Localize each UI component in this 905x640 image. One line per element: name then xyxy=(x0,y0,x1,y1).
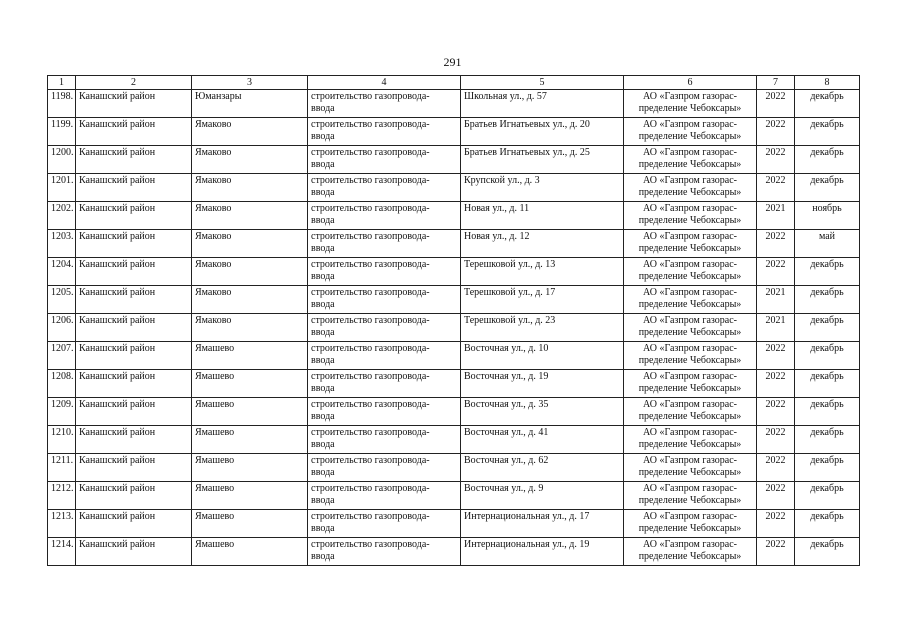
work-type-line-1: строительство газопровода- xyxy=(311,203,430,214)
address-cell: Восточная ул., д. 35 xyxy=(461,398,624,426)
year-cell: 2022 xyxy=(757,258,795,286)
column-header: 1 xyxy=(48,76,76,90)
work-type-line-2: ввода xyxy=(311,215,335,226)
organization-line-2: пределение Чебоксары» xyxy=(638,467,742,478)
table-row xyxy=(48,482,860,510)
organization-line-2: пределение Чебоксары» xyxy=(638,243,742,254)
organization-line-2: пределение Чебоксары» xyxy=(638,327,742,338)
work-type-line-1: строительство газопровода- xyxy=(311,119,430,130)
work-type-line-2: ввода xyxy=(311,467,335,478)
district-cell: Канашский район xyxy=(76,90,192,118)
district-cell: Канашский район xyxy=(76,538,192,566)
month-cell: декабрь xyxy=(795,258,860,286)
row-number: 1213. xyxy=(48,510,76,538)
address-cell: Терешковой ул., д. 17 xyxy=(461,286,624,314)
work-type-line-2: ввода xyxy=(311,187,335,198)
month-cell: декабрь xyxy=(795,370,860,398)
address-cell: Новая ул., д. 11 xyxy=(461,202,624,230)
settlement-cell: Ямаково xyxy=(192,286,308,314)
district-cell: Канашский район xyxy=(76,510,192,538)
address-cell: Восточная ул., д. 41 xyxy=(461,426,624,454)
organization-line-1: АО «Газпром газорас- xyxy=(643,119,737,130)
organization-line-2: пределение Чебоксары» xyxy=(638,187,742,198)
work-type-line-1: строительство газопровода- xyxy=(311,287,430,298)
month-cell: декабрь xyxy=(795,146,860,174)
work-type-cell xyxy=(308,202,461,230)
settlement-cell: Ямашево xyxy=(192,538,308,566)
organization-line-1: АО «Газпром газорас- xyxy=(643,455,737,466)
organization-line-2: пределение Чебоксары» xyxy=(638,215,742,226)
organization-line-2: пределение Чебоксары» xyxy=(638,495,742,506)
year-cell: 2021 xyxy=(757,286,795,314)
work-type-cell xyxy=(308,258,461,286)
organization-cell xyxy=(624,202,757,230)
work-type-line-1: строительство газопровода- xyxy=(311,231,430,242)
settlement-cell: Ямашево xyxy=(192,454,308,482)
work-type-cell xyxy=(308,398,461,426)
organization-cell xyxy=(624,230,757,258)
row-number: 1214. xyxy=(48,538,76,566)
organization-line-1: АО «Газпром газорас- xyxy=(643,203,737,214)
row-number: 1208. xyxy=(48,370,76,398)
work-type-line-2: ввода xyxy=(311,495,335,506)
organization-cell xyxy=(624,454,757,482)
table-row xyxy=(48,314,860,342)
organization-cell xyxy=(624,146,757,174)
month-cell: ноябрь xyxy=(795,202,860,230)
district-cell: Канашский район xyxy=(76,174,192,202)
organization-line-2: пределение Чебоксары» xyxy=(638,551,742,562)
district-cell: Канашский район xyxy=(76,342,192,370)
settlement-cell: Ямашево xyxy=(192,398,308,426)
row-number: 1209. xyxy=(48,398,76,426)
work-type-line-1: строительство газопровода- xyxy=(311,147,430,158)
work-type-cell xyxy=(308,510,461,538)
work-type-line-2: ввода xyxy=(311,439,335,450)
table-row xyxy=(48,258,860,286)
work-type-cell xyxy=(308,454,461,482)
row-number: 1200. xyxy=(48,146,76,174)
address-cell: Терешковой ул., д. 13 xyxy=(461,258,624,286)
work-type-cell xyxy=(308,90,461,118)
month-cell: декабрь xyxy=(795,482,860,510)
organization-line-1: АО «Газпром газорас- xyxy=(643,371,737,382)
organization-line-2: пределение Чебоксары» xyxy=(638,103,742,114)
settlement-cell: Ямаково xyxy=(192,202,308,230)
work-type-line-2: ввода xyxy=(311,131,335,142)
column-header: 6 xyxy=(624,76,757,90)
year-cell: 2022 xyxy=(757,146,795,174)
month-cell: декабрь xyxy=(795,90,860,118)
organization-cell xyxy=(624,90,757,118)
work-type-cell xyxy=(308,118,461,146)
organization-line-1: АО «Газпром газорас- xyxy=(643,147,737,158)
work-type-line-1: строительство газопровода- xyxy=(311,343,430,354)
month-cell: декабрь xyxy=(795,426,860,454)
address-cell: Школьная ул., д. 57 xyxy=(461,90,624,118)
district-cell: Канашский район xyxy=(76,202,192,230)
row-number: 1201. xyxy=(48,174,76,202)
settlement-cell: Ямашево xyxy=(192,482,308,510)
settlement-cell: Ямаково xyxy=(192,146,308,174)
work-type-line-1: строительство газопровода- xyxy=(311,91,430,102)
organization-line-1: АО «Газпром газорас- xyxy=(643,343,737,354)
row-number: 1206. xyxy=(48,314,76,342)
month-cell: декабрь xyxy=(795,454,860,482)
organization-cell xyxy=(624,258,757,286)
settlement-cell: Ямаково xyxy=(192,314,308,342)
work-type-line-1: строительство газопровода- xyxy=(311,175,430,186)
year-cell: 2022 xyxy=(757,174,795,202)
work-type-cell xyxy=(308,146,461,174)
gasification-table xyxy=(47,75,860,566)
work-type-line-1: строительство газопровода- xyxy=(311,539,430,550)
row-number: 1204. xyxy=(48,258,76,286)
district-cell: Канашский район xyxy=(76,398,192,426)
row-number: 1211. xyxy=(48,454,76,482)
row-number: 1198. xyxy=(48,90,76,118)
work-type-cell xyxy=(308,342,461,370)
organization-line-1: АО «Газпром газорас- xyxy=(643,511,737,522)
work-type-line-2: ввода xyxy=(311,299,335,310)
district-cell: Канашский район xyxy=(76,314,192,342)
year-cell: 2022 xyxy=(757,482,795,510)
settlement-cell: Ямашево xyxy=(192,510,308,538)
year-cell: 2022 xyxy=(757,342,795,370)
work-type-line-1: строительство газопровода- xyxy=(311,315,430,326)
organization-cell xyxy=(624,398,757,426)
work-type-line-2: ввода xyxy=(311,383,335,394)
organization-line-2: пределение Чебоксары» xyxy=(638,159,742,170)
work-type-cell xyxy=(308,538,461,566)
row-number: 1202. xyxy=(48,202,76,230)
district-cell: Канашский район xyxy=(76,230,192,258)
row-number: 1203. xyxy=(48,230,76,258)
address-cell: Восточная ул., д. 10 xyxy=(461,342,624,370)
settlement-cell: Ямаково xyxy=(192,230,308,258)
organization-line-1: АО «Газпром газорас- xyxy=(643,315,737,326)
table-row xyxy=(48,342,860,370)
settlement-cell: Ямаково xyxy=(192,174,308,202)
table-row xyxy=(48,286,860,314)
row-number: 1199. xyxy=(48,118,76,146)
district-cell: Канашский район xyxy=(76,454,192,482)
page-number: 291 xyxy=(443,55,462,69)
work-type-cell xyxy=(308,426,461,454)
work-type-line-2: ввода xyxy=(311,159,335,170)
work-type-line-2: ввода xyxy=(311,355,335,366)
month-cell: декабрь xyxy=(795,342,860,370)
work-type-cell xyxy=(308,286,461,314)
table-row xyxy=(48,510,860,538)
table-row xyxy=(48,538,860,566)
year-cell: 2022 xyxy=(757,454,795,482)
column-header: 4 xyxy=(308,76,461,90)
column-number-row xyxy=(48,76,860,90)
settlement-cell: Ямашево xyxy=(192,342,308,370)
table-row xyxy=(48,398,860,426)
year-cell: 2022 xyxy=(757,398,795,426)
work-type-line-1: строительство газопровода- xyxy=(311,399,430,410)
table-row xyxy=(48,370,860,398)
work-type-line-2: ввода xyxy=(311,271,335,282)
work-type-cell xyxy=(308,482,461,510)
year-cell: 2022 xyxy=(757,118,795,146)
organization-line-2: пределение Чебоксары» xyxy=(638,131,742,142)
year-cell: 2022 xyxy=(757,230,795,258)
address-cell: Братьев Игнатьевых ул., д. 20 xyxy=(461,118,624,146)
year-cell: 2021 xyxy=(757,314,795,342)
row-number: 1207. xyxy=(48,342,76,370)
work-type-cell xyxy=(308,174,461,202)
table-row xyxy=(48,90,860,118)
table-row xyxy=(48,230,860,258)
address-cell: Новая ул., д. 12 xyxy=(461,230,624,258)
district-cell: Канашский район xyxy=(76,118,192,146)
column-header: 5 xyxy=(461,76,624,90)
table-row xyxy=(48,202,860,230)
work-type-line-1: строительство газопровода- xyxy=(311,259,430,270)
column-header: 8 xyxy=(795,76,860,90)
column-header: 2 xyxy=(76,76,192,90)
month-cell: декабрь xyxy=(795,510,860,538)
district-cell: Канашский район xyxy=(76,426,192,454)
settlement-cell: Ямаково xyxy=(192,258,308,286)
organization-cell xyxy=(624,538,757,566)
month-cell: декабрь xyxy=(795,314,860,342)
address-cell: Интернациональная ул., д. 17 xyxy=(461,510,624,538)
month-cell: декабрь xyxy=(795,538,860,566)
month-cell: декабрь xyxy=(795,174,860,202)
organization-cell xyxy=(624,426,757,454)
work-type-cell xyxy=(308,230,461,258)
address-cell: Восточная ул., д. 62 xyxy=(461,454,624,482)
organization-cell xyxy=(624,342,757,370)
table-body xyxy=(48,76,860,566)
organization-line-1: АО «Газпром газорас- xyxy=(643,259,737,270)
organization-line-1: АО «Газпром газорас- xyxy=(643,91,737,102)
year-cell: 2022 xyxy=(757,510,795,538)
address-cell: Восточная ул., д. 9 xyxy=(461,482,624,510)
organization-line-1: АО «Газпром газорас- xyxy=(643,287,737,298)
year-cell: 2022 xyxy=(757,370,795,398)
table-row xyxy=(48,174,860,202)
year-cell: 2022 xyxy=(757,538,795,566)
organization-line-1: АО «Газпром газорас- xyxy=(643,427,737,438)
table-row xyxy=(48,118,860,146)
organization-line-2: пределение Чебоксары» xyxy=(638,299,742,310)
district-cell: Канашский район xyxy=(76,286,192,314)
settlement-cell: Ямашево xyxy=(192,370,308,398)
row-number: 1212. xyxy=(48,482,76,510)
work-type-line-2: ввода xyxy=(311,243,335,254)
organization-line-1: АО «Газпром газорас- xyxy=(643,231,737,242)
organization-cell xyxy=(624,118,757,146)
table-row xyxy=(48,426,860,454)
organization-line-2: пределение Чебоксары» xyxy=(638,383,742,394)
row-number: 1205. xyxy=(48,286,76,314)
settlement-cell: Ямашево xyxy=(192,426,308,454)
year-cell: 2022 xyxy=(757,90,795,118)
column-header: 3 xyxy=(192,76,308,90)
organization-cell xyxy=(624,370,757,398)
address-cell: Крупской ул., д. 3 xyxy=(461,174,624,202)
month-cell: декабрь xyxy=(795,398,860,426)
row-number: 1210. xyxy=(48,426,76,454)
work-type-line-2: ввода xyxy=(311,103,335,114)
organization-line-1: АО «Газпром газорас- xyxy=(643,175,737,186)
year-cell: 2022 xyxy=(757,426,795,454)
work-type-line-1: строительство газопровода- xyxy=(311,427,430,438)
settlement-cell: Ямаково xyxy=(192,118,308,146)
work-type-line-2: ввода xyxy=(311,327,335,338)
district-cell: Канашский район xyxy=(76,258,192,286)
organization-cell xyxy=(624,174,757,202)
district-cell: Канашский район xyxy=(76,370,192,398)
work-type-line-1: строительство газопровода- xyxy=(311,483,430,494)
work-type-line-2: ввода xyxy=(311,523,335,534)
table-row xyxy=(48,454,860,482)
organization-line-1: АО «Газпром газорас- xyxy=(643,399,737,410)
district-cell: Канашский район xyxy=(76,146,192,174)
work-type-line-2: ввода xyxy=(311,411,335,422)
organization-line-1: АО «Газпром газорас- xyxy=(643,483,737,494)
organization-cell xyxy=(624,510,757,538)
address-cell: Интернациональная ул., д. 19 xyxy=(461,538,624,566)
month-cell: декабрь xyxy=(795,286,860,314)
organization-line-2: пределение Чебоксары» xyxy=(638,271,742,282)
address-cell: Братьев Игнатьевых ул., д. 25 xyxy=(461,146,624,174)
month-cell: май xyxy=(795,230,860,258)
year-cell: 2021 xyxy=(757,202,795,230)
address-cell: Восточная ул., д. 19 xyxy=(461,370,624,398)
organization-cell xyxy=(624,314,757,342)
work-type-line-1: строительство газопровода- xyxy=(311,511,430,522)
district-cell: Канашский район xyxy=(76,482,192,510)
organization-line-2: пределение Чебоксары» xyxy=(638,439,742,450)
work-type-line-1: строительство газопровода- xyxy=(311,371,430,382)
organization-cell xyxy=(624,482,757,510)
organization-line-2: пределение Чебоксары» xyxy=(638,355,742,366)
work-type-line-1: строительство газопровода- xyxy=(311,455,430,466)
work-type-cell xyxy=(308,370,461,398)
table-row xyxy=(48,146,860,174)
organization-cell xyxy=(624,286,757,314)
work-type-line-2: ввода xyxy=(311,551,335,562)
organization-line-1: АО «Газпром газорас- xyxy=(643,539,737,550)
organization-line-2: пределение Чебоксары» xyxy=(638,411,742,422)
month-cell: декабрь xyxy=(795,118,860,146)
column-header: 7 xyxy=(757,76,795,90)
address-cell: Терешковой ул., д. 23 xyxy=(461,314,624,342)
settlement-cell: Юманзары xyxy=(192,90,308,118)
organization-line-2: пределение Чебоксары» xyxy=(638,523,742,534)
work-type-cell xyxy=(308,314,461,342)
